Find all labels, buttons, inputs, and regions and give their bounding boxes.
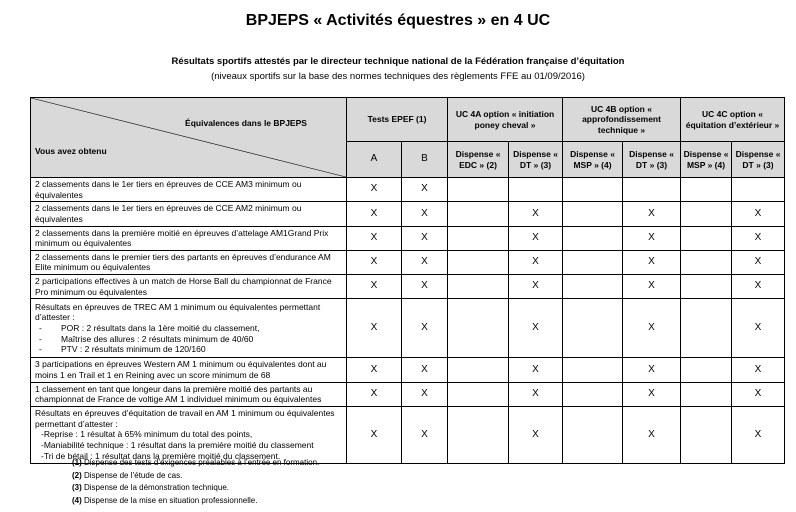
footnote-text: Dispense de la démonstration technique.	[81, 483, 229, 493]
row-label-text: 2 classements dans le 1er tiers en épreuves de CCE AM3 minimum ou équivalentes	[35, 179, 302, 200]
sub-header-5: Dispense « DT » (3)	[623, 142, 681, 178]
sub-header-4: Dispense « MSP » (4)	[563, 142, 623, 178]
mark-cell	[448, 299, 509, 358]
mark-cell	[448, 382, 509, 406]
mark-cell: X	[402, 382, 448, 406]
mark-cell: X	[509, 299, 563, 358]
page-subtitle: Résultats sportifs attestés par le directeur technique national de la Fédération française d’équitation	[171, 56, 625, 67]
mark-cell: X	[732, 382, 785, 406]
mark-cell: X	[732, 358, 785, 382]
mark-cell	[563, 406, 623, 463]
mark-cell	[681, 202, 732, 226]
footnote-text: Dispense des tests d’exigences préalables à l’entrée en formation.	[81, 458, 320, 467]
row-label	[31, 202, 347, 226]
mark-cell	[681, 275, 732, 299]
mark-cell: X	[402, 406, 448, 463]
footnote	[72, 470, 319, 483]
mark-cell: X	[509, 202, 563, 226]
group-header-uc4b: UC 4B option « approfondissement technique »	[563, 98, 681, 142]
table-row	[31, 178, 785, 202]
table-row	[31, 226, 785, 250]
mark-cell: X	[402, 250, 448, 274]
mark-cell	[563, 226, 623, 250]
group-header-uc4c: UC 4C option « équitation d’extérieur »	[681, 98, 785, 142]
mark-cell: X	[347, 406, 402, 463]
mark-cell	[563, 178, 623, 202]
mark-cell: X	[732, 299, 785, 358]
mark-cell	[563, 358, 623, 382]
sub-header-3: Dispense « DT » (3)	[509, 142, 563, 178]
sub-header-1: B	[402, 142, 448, 178]
corner-header	[31, 98, 347, 178]
criteria-item: - PTV : 2 résultats minimum de 120/160	[39, 344, 342, 355]
group-header-tests: Tests EPEF (1)	[347, 98, 448, 142]
criteria-line: -Maniabilité technique : 1 résultat dans la première moitié du classement	[41, 440, 314, 451]
mark-cell: X	[402, 358, 448, 382]
row-label	[31, 250, 347, 274]
mark-cell	[681, 226, 732, 250]
row-label	[31, 358, 347, 382]
footnote-number: (3)	[72, 483, 82, 493]
mark-cell	[448, 358, 509, 382]
mark-cell	[509, 178, 563, 202]
mark-cell	[448, 202, 509, 226]
mark-cell	[448, 275, 509, 299]
mark-cell: X	[347, 178, 402, 202]
mark-cell: X	[623, 202, 681, 226]
mark-cell	[448, 226, 509, 250]
mark-cell: X	[509, 226, 563, 250]
sub-header-6: Dispense « MSP » (4)	[681, 142, 732, 178]
footnote-text: Dispense de la mise en situation professionnelle.	[81, 495, 258, 505]
footnote-text: Dispense de l’étude de cas.	[81, 470, 183, 480]
row-label	[31, 299, 347, 358]
table-row	[31, 299, 785, 358]
mark-cell	[681, 178, 732, 202]
mark-cell: X	[732, 406, 785, 463]
row-label	[31, 275, 347, 299]
table-row	[31, 406, 785, 463]
group-header-uc4a: UC 4A option « initiation poney cheval »	[448, 98, 563, 142]
table-row	[31, 202, 785, 226]
corner-equivalences-label: Équivalences dans le BPJEPS	[185, 118, 307, 128]
mark-cell	[563, 250, 623, 274]
row-label	[31, 406, 347, 463]
mark-cell: X	[623, 406, 681, 463]
mark-cell: X	[402, 299, 448, 358]
mark-cell	[563, 202, 623, 226]
mark-cell	[681, 358, 732, 382]
row-label-text: Résultats en épreuves de TREC AM 1 minimum ou équivalentes permettant d’attester :	[35, 301, 321, 323]
mark-cell: X	[347, 202, 402, 226]
row-label-text: 2 participations effectives à un match de Horse Ball du championnat de France Pro minimum ou équivalentes	[35, 276, 332, 297]
criteria-line: -Reprise : 1 résultat à 65% minimum du total des points,	[41, 429, 253, 440]
row-label-text: 1 classement en tant que longeur dans la première moitié des partants au championnat de France de voltige AM 1 individuel minimum ou équivalentes	[35, 383, 322, 405]
mark-cell: X	[623, 299, 681, 358]
mark-cell	[681, 250, 732, 274]
table-row	[31, 358, 785, 382]
mark-cell: X	[509, 275, 563, 299]
mark-cell: X	[347, 358, 402, 382]
equivalence-table	[30, 97, 785, 464]
row-label-text: 2 classements dans le premier tiers des partants en épreuves d’endurance AM Elite minimum ou équivalentes	[35, 251, 331, 273]
mark-cell	[448, 250, 509, 274]
mark-cell	[681, 299, 732, 358]
mark-cell: X	[347, 275, 402, 299]
row-label	[31, 226, 347, 250]
footnote-number: (1)	[72, 458, 82, 467]
mark-cell: X	[347, 382, 402, 406]
mark-cell: X	[402, 275, 448, 299]
mark-cell: X	[347, 250, 402, 274]
mark-cell	[623, 178, 681, 202]
mark-cell: X	[732, 202, 785, 226]
footnote	[72, 482, 319, 495]
mark-cell	[681, 406, 732, 463]
mark-cell: X	[402, 178, 448, 202]
mark-cell: X	[402, 226, 448, 250]
mark-cell: X	[623, 226, 681, 250]
row-label-text: 2 classements dans le 1er tiers en épreuves de CCE AM2 minimum ou équivalentes	[35, 203, 302, 224]
mark-cell: X	[732, 250, 785, 274]
footnotes	[72, 457, 319, 507]
sub-header-7: Dispense « DT » (3)	[732, 142, 785, 178]
footnote	[72, 495, 319, 508]
mark-cell: X	[509, 250, 563, 274]
sub-header-0: A	[347, 142, 402, 178]
table-row	[31, 250, 785, 274]
row-label-text: Résultats en épreuves d’équitation de travail en AM 1 minimum ou équivalentes permettant d’attester :	[35, 408, 335, 429]
mark-cell: X	[623, 250, 681, 274]
footnote-number: (2)	[72, 470, 82, 480]
criteria-line: -Tri de bétail : 1 résultat dans la première moitié du classement.	[41, 450, 281, 461]
mark-cell	[448, 178, 509, 202]
footnote-number: (4)	[72, 495, 82, 505]
mark-cell: X	[623, 275, 681, 299]
sub-header-2: Dispense « EDC » (2)	[448, 142, 509, 178]
table-row	[31, 275, 785, 299]
criteria-item: - POR : 2 résultats dans la 1ère moitié du classement,	[39, 323, 342, 334]
row-label	[31, 178, 347, 202]
mark-cell	[563, 299, 623, 358]
page-title: BPJEPS « Activités équestres » en 4 UC	[245, 12, 551, 29]
mark-cell: X	[509, 358, 563, 382]
row-label-text: 3 participations en épreuves Western AM 1 minimum ou équivalentes dont au moins 1 en Trail et 1 en Reining avec un score minimum de 68	[35, 359, 327, 380]
mark-cell	[563, 382, 623, 406]
table-row	[31, 382, 785, 406]
mark-cell: X	[623, 358, 681, 382]
mark-cell	[732, 178, 785, 202]
criteria-list	[35, 323, 342, 355]
mark-cell	[563, 275, 623, 299]
page-subtitle-note: (niveaux sportifs sur la base des normes techniques des règlements FFE au 01/09/2016)	[211, 71, 585, 82]
corner-obtained-label: Vous avez obtenu	[35, 146, 107, 156]
mark-cell: X	[732, 275, 785, 299]
footnote	[72, 457, 319, 470]
mark-cell	[681, 382, 732, 406]
mark-cell: X	[402, 202, 448, 226]
mark-cell	[448, 406, 509, 463]
mark-cell: X	[623, 382, 681, 406]
row-label-text: 2 classements dans la première moitié en épreuves d’attelage AM1Grand Prix minimum ou équivalentes	[35, 227, 329, 249]
mark-cell: X	[347, 226, 402, 250]
mark-cell: X	[732, 226, 785, 250]
mark-cell: X	[509, 382, 563, 406]
mark-cell: X	[347, 299, 402, 358]
row-label	[31, 382, 347, 406]
mark-cell: X	[509, 406, 563, 463]
criteria-item: - Maîtrise des allures : 2 résultats minimum de 40/60	[39, 334, 342, 345]
